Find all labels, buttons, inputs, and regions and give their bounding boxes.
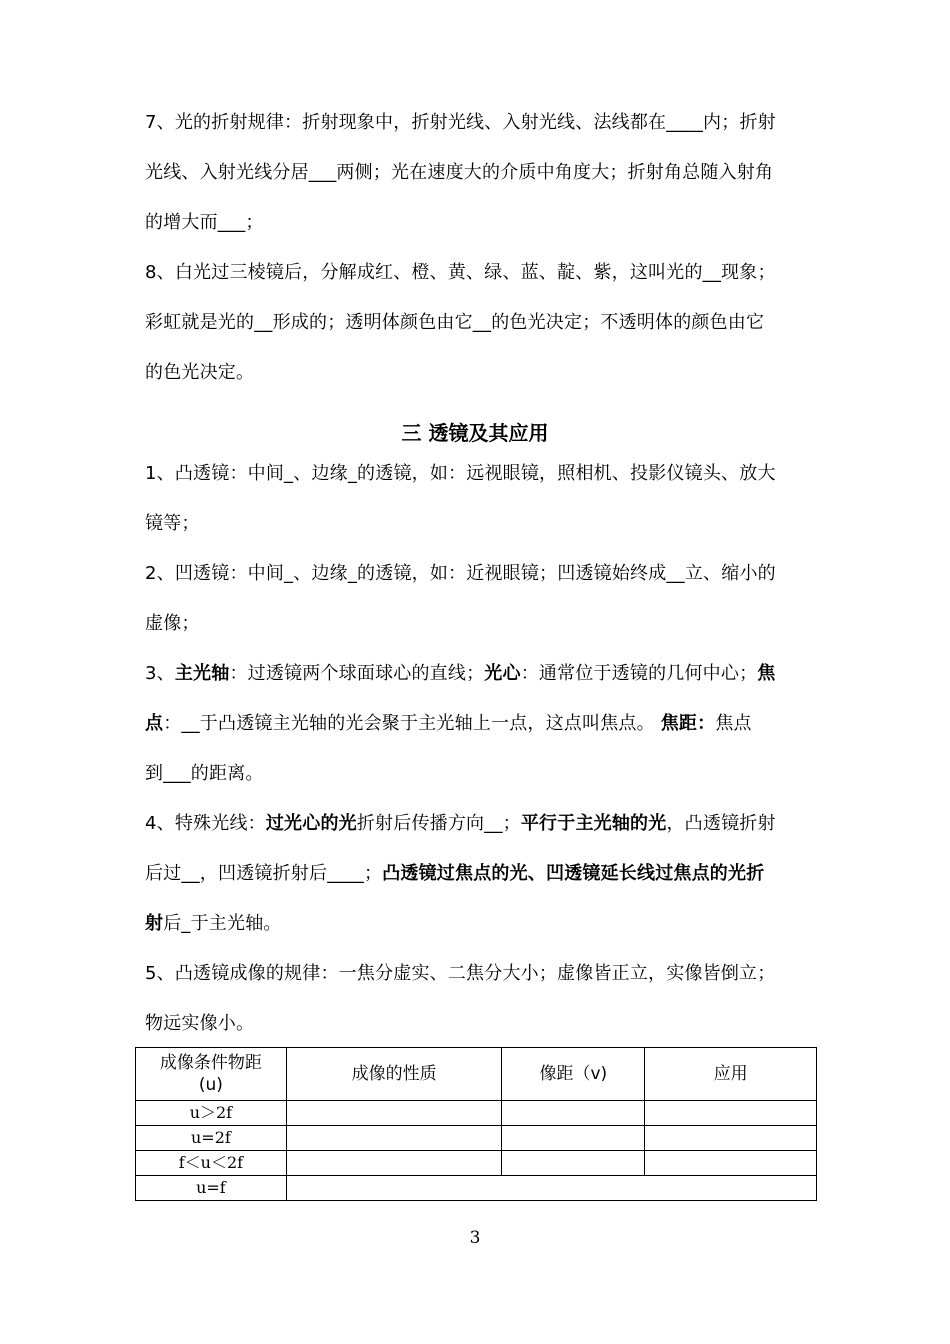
text-line: 物远实像小。 [145, 1013, 255, 1034]
text-line [145, 849, 810, 899]
term-focus-part1: 焦 [757, 663, 776, 684]
table-cell [502, 1151, 645, 1176]
text-line: 彩虹就是光的__形成的；透明体颜色由它__的色光决定；不透明体的颜色由它 [145, 312, 765, 333]
text-run: 4、特殊光线： [145, 813, 266, 834]
paragraph-2 [145, 549, 810, 649]
table-cell [645, 1126, 817, 1151]
term-through-focus-end: 射 [145, 913, 164, 934]
page-number: 3 [469, 1228, 481, 1248]
text-line: 5、凸透镜成像的规律：一焦分虚实、二焦分大小；虚像皆正立，实像皆倒立； [145, 963, 776, 984]
text-line [145, 649, 810, 699]
table-cell [645, 1101, 817, 1126]
text-line: 的增大而___； [145, 212, 264, 233]
row-label: u＞2f [136, 1101, 287, 1126]
table-row [136, 1151, 817, 1176]
table-cell-merged [286, 1176, 816, 1201]
text-line: 8、白光过三棱镜后，分解成红、橙、黄、绿、蓝、靛、紫，这叫光的__现象； [145, 262, 776, 283]
text-line: 2、凹透镜：中间_、边缘_的透镜，如：近视眼镜；凹透镜始终成__立、缩小的 [145, 563, 776, 584]
row-label: u=f [136, 1176, 287, 1201]
term-parallel-axis: 平行于主光轴的光 [520, 813, 667, 834]
table-cell [645, 1151, 817, 1176]
table-cell [286, 1101, 502, 1126]
text-line: 镜等； [145, 513, 200, 534]
term-optical-center: 光心 [484, 663, 521, 684]
header-cell-application: 应用 [645, 1048, 817, 1101]
term-focal-length: 焦距： [660, 713, 716, 734]
table-cell [286, 1126, 502, 1151]
text-run: 折射后传播方向__； [356, 813, 521, 834]
text-line: 虚像； [145, 613, 200, 634]
term-through-center: 过光心的光 [265, 813, 357, 834]
text-run: 后过__，凹透镜折射后____； [145, 863, 383, 884]
table-cell [286, 1151, 502, 1176]
table-row [136, 1101, 817, 1126]
text-line [145, 699, 810, 749]
paragraph-1 [145, 449, 810, 549]
text-run: ，凸透镜折射 [666, 813, 776, 834]
paragraph-5 [145, 949, 810, 1049]
text-run: 焦点 [715, 713, 752, 734]
term-focus-part2: 点 [145, 713, 164, 734]
table-header-row [136, 1048, 817, 1101]
header-cell-image-property: 成像的性质 [286, 1048, 502, 1101]
header-cell-image-distance: 像距（v) [502, 1048, 645, 1101]
text-line [145, 799, 810, 849]
text-line [145, 899, 810, 949]
term-main-axis: 主光轴 [174, 663, 230, 684]
text-line: 7、光的折射规律：折射现象中，折射光线、入射光线、法线都在____内；折射 [145, 112, 776, 133]
paragraph-3 [145, 649, 810, 799]
text-line: 的色光决定。 [145, 362, 255, 383]
paragraph-7 [145, 98, 810, 248]
term-through-focus: 凸透镜过焦点的光、凹透镜延长线过焦点的光折 [382, 863, 765, 884]
text-line: 光线、入射光线分居___两侧；光在速度大的介质中角度大；折射角总随入射角 [145, 162, 774, 183]
text-line: 1、凸透镜：中间_、边缘_的透镜，如：远视眼镜，照相机、投影仪镜头、放大 [145, 463, 776, 484]
text-run: ：过透镜两个球面球心的直线； [229, 663, 485, 684]
text-run: ：通常位于透镜的几何中心； [520, 663, 758, 684]
text-run: ：__于凸透镜主光轴的光会聚于主光轴上一点，这点叫焦点。 [163, 713, 661, 734]
table-cell [502, 1101, 645, 1126]
table-cell [502, 1126, 645, 1151]
row-label: u=2f [136, 1126, 287, 1151]
text-run: 3、 [145, 663, 175, 684]
text-line: 到___的距离。 [145, 763, 264, 784]
section-title: 三 透镜及其应用 [401, 421, 549, 445]
table-row [136, 1126, 817, 1151]
row-label: f＜u＜2f [136, 1151, 287, 1176]
paragraph-8 [145, 248, 810, 398]
text-run: 后_于主光轴。 [163, 913, 282, 934]
header-cell-object-distance: 成像条件物距 (u) [136, 1048, 287, 1101]
table-row [136, 1176, 817, 1201]
paragraph-4 [145, 799, 810, 949]
imaging-table [135, 1047, 817, 1201]
